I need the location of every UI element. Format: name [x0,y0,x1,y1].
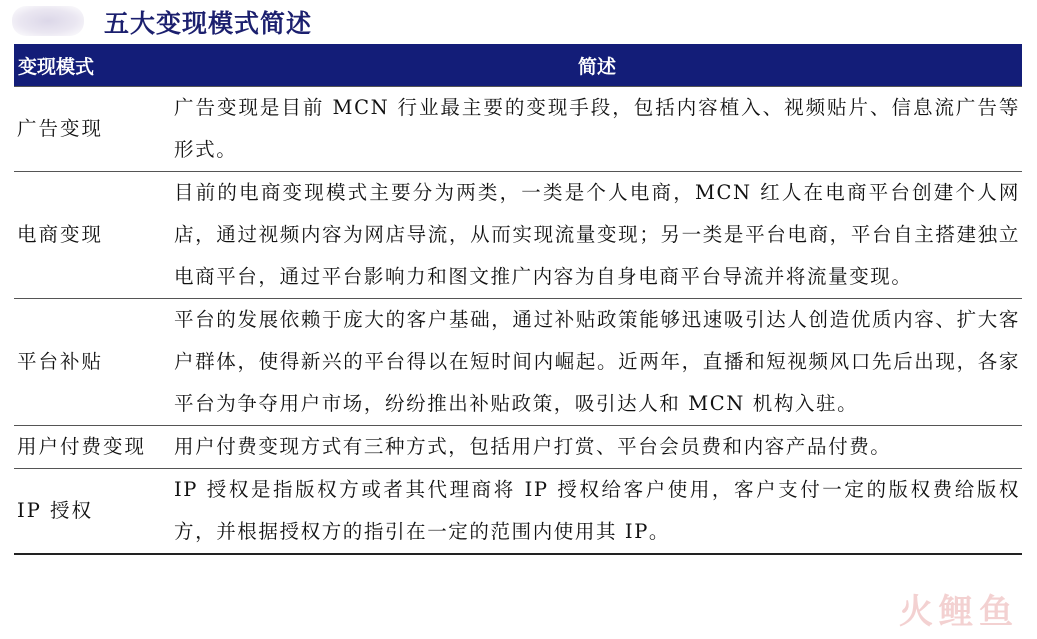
row-mode: 电商变现 [14,172,172,299]
row-desc: 平台的发展依赖于庞大的客户基础，通过补贴政策能够迅速吸引达人创造优质内容、扩大客户群体，使得新兴的平台得以在短时间内崛起。近两年，直播和短视频风口先后出现，各家平台为争夺用户市场，纷纷推出补贴政策，吸引达人和 MCN 机构入驻。 [172,299,1022,426]
table-row [14,87,1022,172]
table-row [14,299,1022,426]
title-row [0,0,1037,44]
blurred-logo [12,6,84,36]
row-desc: IP 授权是指版权方或者其代理商将 IP 授权给客户使用，客户支付一定的版权费给版权方，并根据授权方的指引在一定的范围内使用其 IP。 [172,469,1022,555]
monetization-table [14,44,1022,555]
monetization-table-wrapper [14,44,1022,555]
row-desc: 用户付费变现方式有三种方式，包括用户打赏、平台会员费和内容产品付费。 [172,426,1022,469]
row-desc: 广告变现是目前 MCN 行业最主要的变现手段，包括内容植入、视频贴片、信息流广告等形式。 [172,87,1022,172]
watermark-logo: 火鲤鱼 [899,592,1019,632]
table-header-row [14,44,1022,87]
header-mode: 变现模式 [14,44,172,87]
table-row [14,172,1022,299]
table-row [14,469,1022,555]
header-desc: 简述 [172,44,1022,87]
row-mode: 广告变现 [14,87,172,172]
row-mode: 平台补贴 [14,299,172,426]
row-desc: 目前的电商变现模式主要分为两类，一类是个人电商，MCN 红人在电商平台创建个人网店，通过视频内容为网店导流，从而实现流量变现；另一类是平台电商，平台自主搭建独立电商平台，通过平台影响力和图文推广内容为自身电商平台导流并将流量变现。 [172,172,1022,299]
row-mode: 用户付费变现 [14,426,172,469]
table-row [14,426,1022,469]
row-mode: IP 授权 [14,469,172,555]
page-title: 五大变现模式简述 [104,9,313,38]
